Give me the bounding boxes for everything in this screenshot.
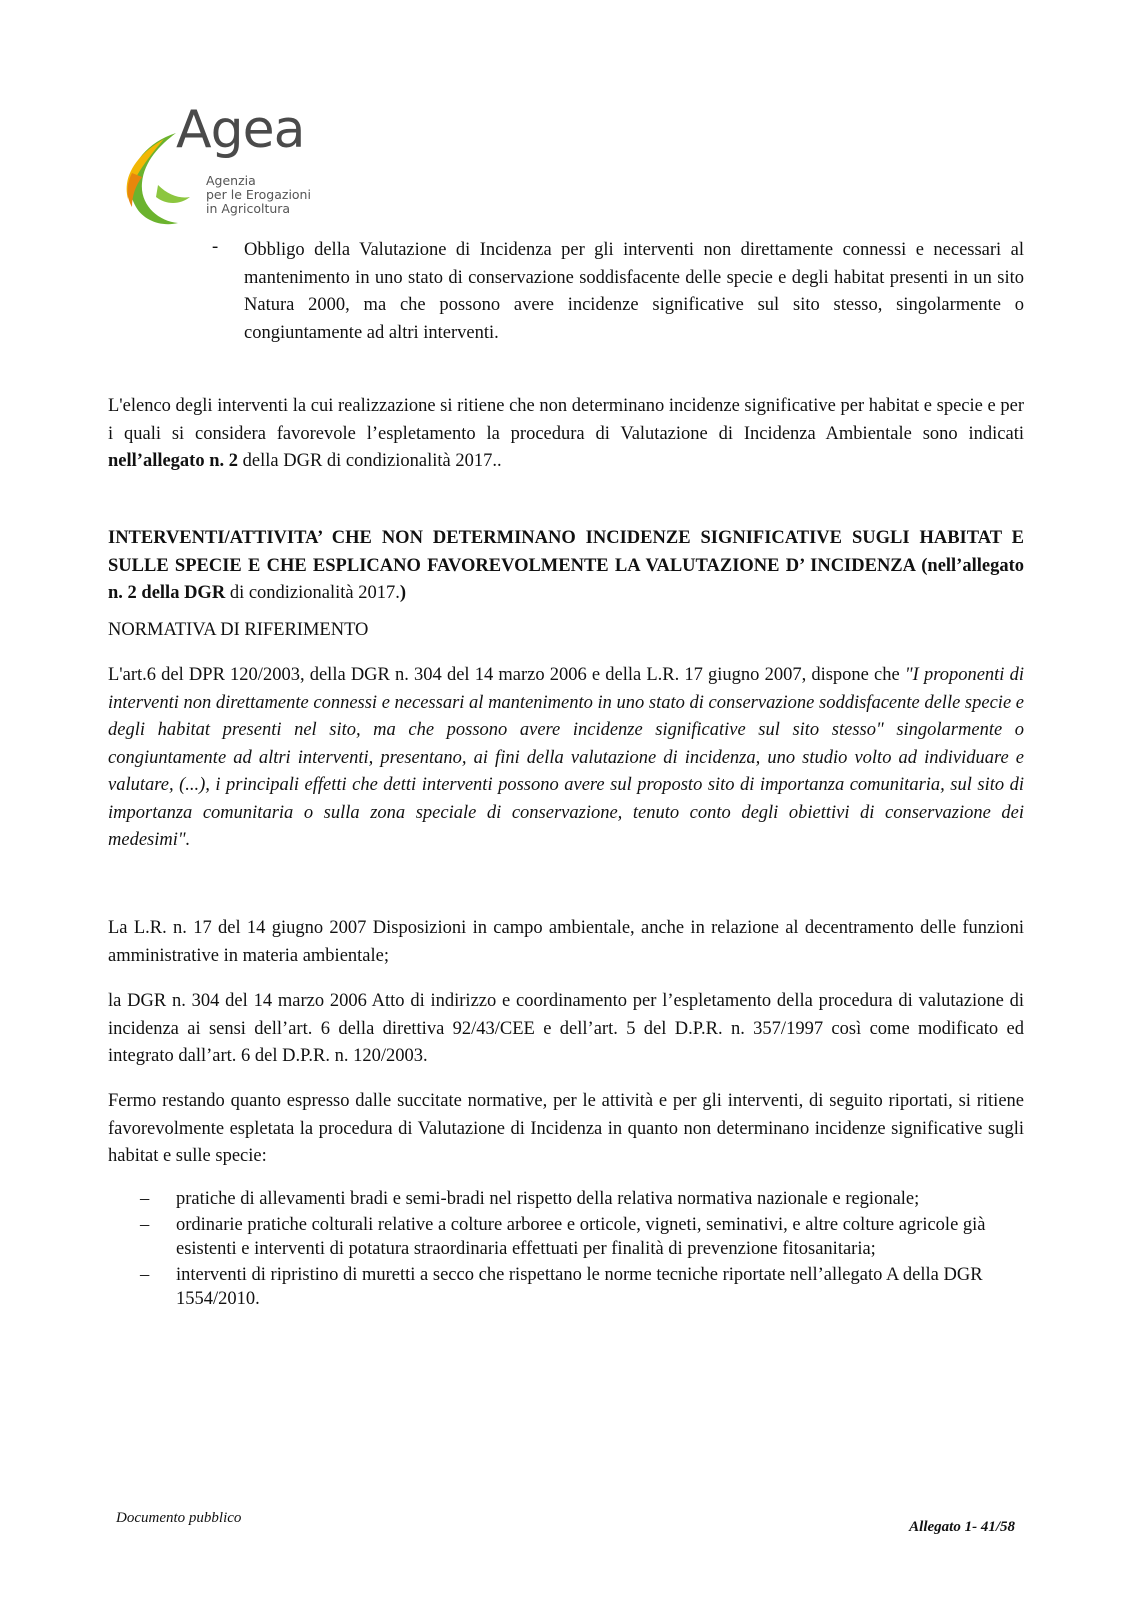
logo-subtitle: Agenzia per le Erogazioni in Agricoltura xyxy=(206,173,311,216)
bullet-obbligo-text: Obbligo della Valutazione di Incidenza per gli interventi non direttamente connessi e necessari al mantenimento in uno stato di conservazione soddisfacente delle specie e degli habitat presenti in un sito Natura 2000, ma che possono avere incidenze significative sul sito stesso, singolarmente o congiuntamente ad altri interventi. xyxy=(244,240,1024,343)
logo-brand-text: Agea xyxy=(176,100,305,160)
agea-logo xyxy=(118,100,318,230)
interventions-list xyxy=(140,1187,1024,1313)
list-item: – ordinarie pratiche colturali relative a colture arboree e orticole, vigneti, seminativi, e altre colture agricole già esistenti e interventi di potatura straordinaria effettuati per finalità di prevenzione fitosanitaria; xyxy=(140,1214,986,1259)
paragraph-elenco: L'elenco degli interventi la cui realizzazione si ritiene che non determinano incidenze significative per habitat e specie e per i quali si considera favorevole l’espletamento la procedura di Valutazione di Incidenza Ambientale sono indicati nell’allegato n. 2 della DGR di condizionalità 2017.. xyxy=(108,396,1024,471)
paragraph-art6: L'art.6 del DPR 120/2003, della DGR n. 304 del 14 marzo 2006 e della L.R. 17 giugno 2007, dispone che "I proponenti di interventi non direttamente connessi e necessari al mantenimento in uno stato di conservazione soddisfacente delle specie e degli habitat presenti nel sito, ma che possono avere incidenze significative sul sito stesso" singolarmente o congiuntamente ad altri interventi, presentano, ai fini della valutazione di incidenza, uno studio volto ad individuare e valutare, (...), i principali effetti che detti interventi possono avere sul proposto sito di importanza comunitaria, sul sito di importanza comunitaria o sulla zona speciale di conservazione, tenuto conto degli obiettivi di conservazione dei medesimi". xyxy=(108,665,1024,850)
normativa-title: NORMATIVA DI RIFERIMENTO xyxy=(108,620,369,640)
bullet-dash: - xyxy=(212,237,219,257)
paragraph-dgr: la DGR n. 304 del 14 marzo 2006 Atto di indirizzo e coordinamento per l’espletamento della procedura di valutazione di incidenza ai sensi dell’art. 6 della direttiva 92/43/CEE e dell’art. 5 del D.P.R. n. 357/1997 così come modificato ed integrato dall’art. 6 del D.P.R. n. 120/2003. xyxy=(108,991,1024,1066)
list-item: – interventi di ripristino di muretti a secco che rispettano le norme tecniche riportate nell’allegato A della DGR 1554/2010. xyxy=(140,1264,983,1309)
footer-page-number: Allegato 1- 41/58 xyxy=(909,1519,1015,1535)
footer-document-label: Documento pubblico xyxy=(116,1510,242,1526)
section-heading: INTERVENTI/ATTIVITA’ CHE NON DETERMINANO INCIDENZE SIGNIFICATIVE SUGLI HABITAT E SULLE SPECIE E CHE ESPLICANO FAVOREVOLMENTE LA VALUTAZIONE D’ INCIDENZA (nell’allegato n. 2 della DGR di condizionalità 2017.) xyxy=(108,528,1024,603)
paragraph-lr: La L.R. n. 17 del 14 giugno 2007 Disposizioni in campo ambientale, anche in relazione al decentramento delle funzioni amministrative in materia ambientale; xyxy=(108,918,1024,966)
paragraph-fermo: Fermo restando quanto espresso dalle succitate normative, per le attività e per gli interventi, di seguito riportati, si ritiene favorevolmente espletata la procedura di Valutazione di Incidenza in quanto non determinano incidenze significative sugli habitat e sulle specie: xyxy=(108,1091,1024,1166)
list-item: – pratiche di allevamenti bradi e semi-bradi nel rispetto della relativa normativa nazionale e regionale; xyxy=(140,1189,920,1209)
